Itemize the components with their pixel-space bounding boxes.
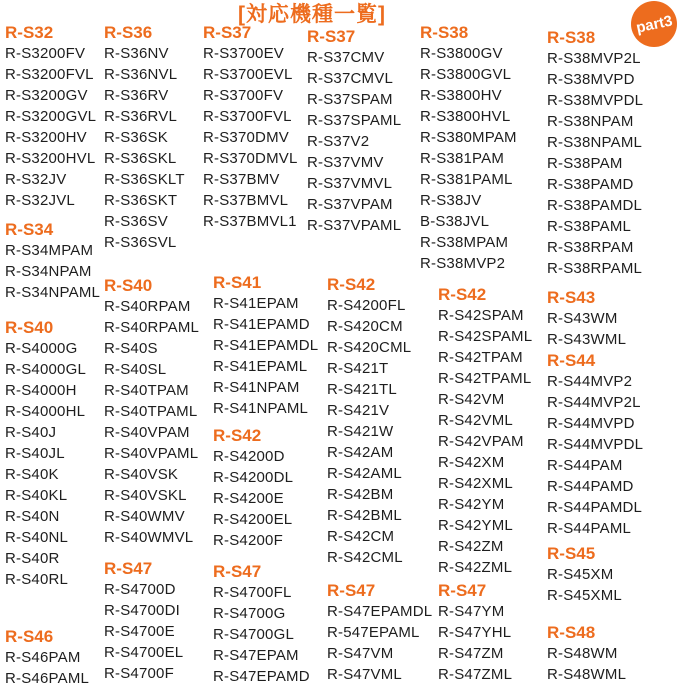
model-number: R-S37VPAML <box>307 217 402 234</box>
model-series-section <box>547 350 643 539</box>
model-number: R-S38RPAM <box>547 239 634 256</box>
model-number: R-S370DMV <box>203 129 289 146</box>
model-column <box>5 0 100 689</box>
model-series-section <box>5 317 100 590</box>
model-number: R-S4000GL <box>5 361 87 378</box>
model-series-section <box>5 22 100 211</box>
model-number: R-S40N <box>5 508 60 525</box>
model-number: R-S42BM <box>327 486 394 503</box>
model-series-section <box>104 558 199 684</box>
series-header: R-S40 <box>104 276 153 295</box>
model-number: R-S44MVPD <box>547 415 635 432</box>
model-number: R-S4000H <box>5 382 77 399</box>
model-number: R-S47YHL <box>438 624 512 641</box>
model-number: R-S37VMVL <box>307 175 393 192</box>
series-header: R-S43 <box>547 288 596 307</box>
model-number: R-S37BMVL1 <box>203 213 297 230</box>
series-header: R-S42 <box>327 275 376 294</box>
model-number: R-S37BMV <box>203 171 280 188</box>
model-number: R-S380MPAM <box>420 129 517 146</box>
model-number: R-S42XML <box>438 475 513 492</box>
model-number: R-S4700D <box>104 581 176 598</box>
model-number: R-S3800GVL <box>420 66 512 83</box>
model-number: R-S4200F <box>213 532 283 549</box>
model-number: R-S42SPAM <box>438 307 524 324</box>
model-number: R-S4200D <box>213 448 285 465</box>
model-number: R-S3200FVL <box>5 66 94 83</box>
model-number: R-S40VPAM <box>104 424 190 441</box>
model-number: R-S381PAM <box>420 150 505 167</box>
model-number: R-S38MVPD <box>547 71 635 88</box>
model-number: R-S46PAML <box>5 670 90 687</box>
model-number: R-S42CM <box>327 528 395 545</box>
model-series-section <box>203 22 318 232</box>
model-number: R-S32JVL <box>5 192 75 209</box>
model-number: R-S40WMV <box>104 508 185 525</box>
model-number: R-S36SK <box>104 129 168 146</box>
model-number: R-S42ZM <box>438 538 504 555</box>
model-number: R-S421W <box>327 423 394 440</box>
model-number: R-S47YM <box>438 603 505 620</box>
model-number: R-S45XML <box>547 587 622 604</box>
model-number: R-S36SKL <box>104 150 177 167</box>
model-number: R-S47EPAMD <box>213 668 310 685</box>
model-number: R-S32JV <box>5 171 67 188</box>
model-number: R-S44PAMDL <box>547 499 643 516</box>
model-number: R-S4200FL <box>327 297 406 314</box>
series-header: R-S41 <box>213 273 262 292</box>
model-number: R-S47EPAMDL <box>327 603 433 620</box>
model-number: R-S4200E <box>213 490 284 507</box>
model-number: R-547EPAML <box>327 624 420 641</box>
model-column <box>307 0 432 685</box>
model-number: R-S38NPAM <box>547 113 634 130</box>
model-number: R-S4700E <box>104 623 175 640</box>
model-number: R-S47VML <box>327 666 402 683</box>
series-header: R-S45 <box>547 544 596 563</box>
part3-badge-label: part3 <box>634 11 674 37</box>
model-number: R-S421TL <box>327 381 397 398</box>
model-number: R-S42SPAML <box>438 328 533 345</box>
model-number: R-S40TPAML <box>104 403 198 420</box>
model-number: R-S37V2 <box>307 133 370 150</box>
model-number: R-S36SKLT <box>104 171 185 188</box>
page-title: [対応機種一覧] <box>238 3 386 26</box>
model-number: R-S38PAMD <box>547 176 634 193</box>
series-header: R-S47 <box>327 581 376 600</box>
model-number: R-S36NVL <box>104 66 178 83</box>
model-number: R-S40S <box>104 340 158 357</box>
model-number: R-S41EPAM <box>213 295 299 312</box>
model-number: R-S40R <box>5 550 60 567</box>
series-header: R-S32 <box>5 23 54 42</box>
model-number: R-S42TPAML <box>438 370 532 387</box>
model-number: R-S3200GV <box>5 87 88 104</box>
model-series-section <box>213 425 318 551</box>
model-column <box>420 0 532 685</box>
model-number: R-S40RL <box>5 571 69 588</box>
series-header: R-S34 <box>5 220 54 239</box>
model-series-section <box>547 622 643 685</box>
model-number: R-S4700EL <box>104 644 184 661</box>
model-number: R-S3200GVL <box>5 108 97 125</box>
model-number: R-S38PAM <box>547 155 623 172</box>
model-number: R-S37CMV <box>307 49 385 66</box>
model-number: R-S47ZM <box>438 645 504 662</box>
model-number: R-S3200HVL <box>5 150 96 167</box>
model-number: R-S41NPAML <box>213 400 309 417</box>
model-number: R-S42ZML <box>438 559 513 576</box>
model-number: R-S40RPAM <box>104 298 191 315</box>
model-number: R-S40VPAML <box>104 445 199 462</box>
model-number: R-S37SPAML <box>307 112 402 129</box>
model-number: R-S44MVP2 <box>547 373 633 390</box>
model-number: R-S40VSKL <box>104 487 187 504</box>
model-number: R-S37BMVL <box>203 192 289 209</box>
model-number: R-S3200FV <box>5 45 86 62</box>
model-number: R-S37CMVL <box>307 70 393 87</box>
model-number: R-S42TPAM <box>438 349 523 366</box>
model-series-section <box>104 275 199 548</box>
model-number: R-S48WM <box>547 645 618 662</box>
model-number: R-S38MVP2 <box>420 255 506 272</box>
series-header: R-S46 <box>5 627 54 646</box>
model-number: R-S38MVP2L <box>547 50 641 67</box>
model-number: R-S38PAMDL <box>547 197 643 214</box>
model-series-section <box>438 580 532 685</box>
model-number: R-S40TPAM <box>104 382 189 399</box>
model-number: R-S43WM <box>547 310 618 327</box>
model-number: R-S45XM <box>547 566 614 583</box>
model-number: R-S44PAM <box>547 457 623 474</box>
series-header: R-S37 <box>203 23 252 42</box>
series-header: R-S47 <box>438 581 487 600</box>
model-series-section <box>438 284 532 578</box>
model-number: R-S44MVP2L <box>547 394 641 411</box>
model-number: R-S41NPAM <box>213 379 300 396</box>
model-number: R-S3800GV <box>420 45 503 62</box>
model-number: R-S381PAML <box>420 171 513 188</box>
model-number: R-S370DMVL <box>203 150 298 167</box>
model-number: R-S40KL <box>5 487 68 504</box>
model-number: R-S40WMVL <box>104 529 194 546</box>
series-header: R-S47 <box>104 559 153 578</box>
model-number: R-S38NPAML <box>547 134 643 151</box>
model-series-section <box>547 543 643 606</box>
model-number: R-S4000G <box>5 340 78 357</box>
model-number: R-S3700EV <box>203 45 285 62</box>
model-number: R-S42YML <box>438 517 513 534</box>
model-number: R-S36SKT <box>104 192 178 209</box>
series-header: R-S38 <box>420 23 469 42</box>
model-series-section <box>5 219 100 303</box>
model-number: R-S37VPAM <box>307 196 393 213</box>
model-number: R-S38MVPDL <box>547 92 644 109</box>
series-header: R-S37 <box>307 27 356 46</box>
model-series-section <box>5 626 100 689</box>
model-number: R-S4700DI <box>104 602 181 619</box>
model-number: R-S3700FV <box>203 87 284 104</box>
model-number: R-S3700FVL <box>203 108 292 125</box>
model-number: R-S46PAM <box>5 649 81 666</box>
model-column <box>104 0 199 684</box>
model-number: R-S47EPAM <box>213 647 299 664</box>
model-number: R-S37VMV <box>307 154 384 171</box>
model-number: R-S42VM <box>438 391 505 408</box>
model-number: R-S38JV <box>420 192 482 209</box>
model-number: B-S38JVL <box>420 213 490 230</box>
model-series-section <box>307 26 432 236</box>
model-number: R-S421V <box>327 402 390 419</box>
model-number: R-S44PAMD <box>547 478 634 495</box>
model-number: R-S42YM <box>438 496 505 513</box>
model-number: R-S42VPAM <box>438 433 524 450</box>
model-number: R-S42XM <box>438 454 505 471</box>
model-number: R-S47ZML <box>438 666 513 683</box>
model-number: R-S36RV <box>104 87 169 104</box>
model-number: R-S38MPAM <box>420 234 509 251</box>
model-number: R-S41EPAMDL <box>213 337 319 354</box>
model-number: R-S420CM <box>327 318 403 335</box>
model-number: R-S44PAML <box>547 520 632 537</box>
model-number: R-S36SVL <box>104 234 177 251</box>
model-number: R-S34MPAM <box>5 242 94 259</box>
model-number: R-S420CML <box>327 339 412 356</box>
model-number: R-S37SPAM <box>307 91 393 108</box>
model-number: R-S48WML <box>547 666 627 683</box>
series-header: R-S38 <box>547 28 596 47</box>
series-header: R-S48 <box>547 623 596 642</box>
model-number: R-S36SV <box>104 213 168 230</box>
model-number: R-S36NV <box>104 45 169 62</box>
model-column <box>547 0 643 685</box>
model-number: R-S421T <box>327 360 389 377</box>
model-number: R-S4200EL <box>213 511 293 528</box>
series-header: R-S42 <box>213 426 262 445</box>
series-header: R-S44 <box>547 351 596 370</box>
model-number: R-S3200HV <box>5 129 87 146</box>
model-number: R-S40K <box>5 466 59 483</box>
model-series-section <box>104 22 199 253</box>
series-header: R-S42 <box>438 285 487 304</box>
model-number: R-S4700F <box>104 665 174 682</box>
model-number: R-S40VSK <box>104 466 179 483</box>
model-number: R-S41EPAMD <box>213 316 310 333</box>
model-series-section <box>327 580 432 685</box>
model-number: R-S4000HL <box>5 403 86 420</box>
series-header: R-S36 <box>104 23 153 42</box>
model-series-section <box>420 22 532 274</box>
model-number: R-S43WML <box>547 331 627 348</box>
model-number: R-S40JL <box>5 445 65 462</box>
model-number: R-S44MVPDL <box>547 436 644 453</box>
model-number: R-S40J <box>5 424 57 441</box>
model-series-section <box>547 27 643 279</box>
series-header: R-S40 <box>5 318 54 337</box>
model-number: R-S3700EVL <box>203 66 293 83</box>
model-number: R-S42CML <box>327 549 403 566</box>
model-number: R-S4700G <box>213 605 286 622</box>
model-number: R-S3800HVL <box>420 108 511 125</box>
model-series-section <box>213 272 318 419</box>
model-number: R-S42AML <box>327 465 402 482</box>
model-number: R-S4700GL <box>213 626 295 643</box>
model-number: R-S41EPAML <box>213 358 308 375</box>
model-series-section <box>547 287 643 350</box>
model-number: R-S34NPAM <box>5 263 92 280</box>
model-column <box>203 0 318 687</box>
model-number: R-S38RPAML <box>547 260 643 277</box>
model-number: R-S40NL <box>5 529 69 546</box>
model-number: R-S4200DL <box>213 469 294 486</box>
model-number: R-S42BML <box>327 507 402 524</box>
model-number: R-S38PAML <box>547 218 632 235</box>
model-series-section <box>213 561 318 687</box>
model-number: R-S34NPAML <box>5 284 101 301</box>
model-number: R-S4700FL <box>213 584 292 601</box>
model-number: R-S40RPAML <box>104 319 200 336</box>
model-number: R-S47VM <box>327 645 394 662</box>
model-series-section <box>327 274 432 568</box>
model-number: R-S42AM <box>327 444 394 461</box>
model-number: R-S36RVL <box>104 108 178 125</box>
series-header: R-S47 <box>213 562 262 581</box>
model-number: R-S40SL <box>104 361 167 378</box>
model-number: R-S42VML <box>438 412 513 429</box>
model-number: R-S3800HV <box>420 87 502 104</box>
